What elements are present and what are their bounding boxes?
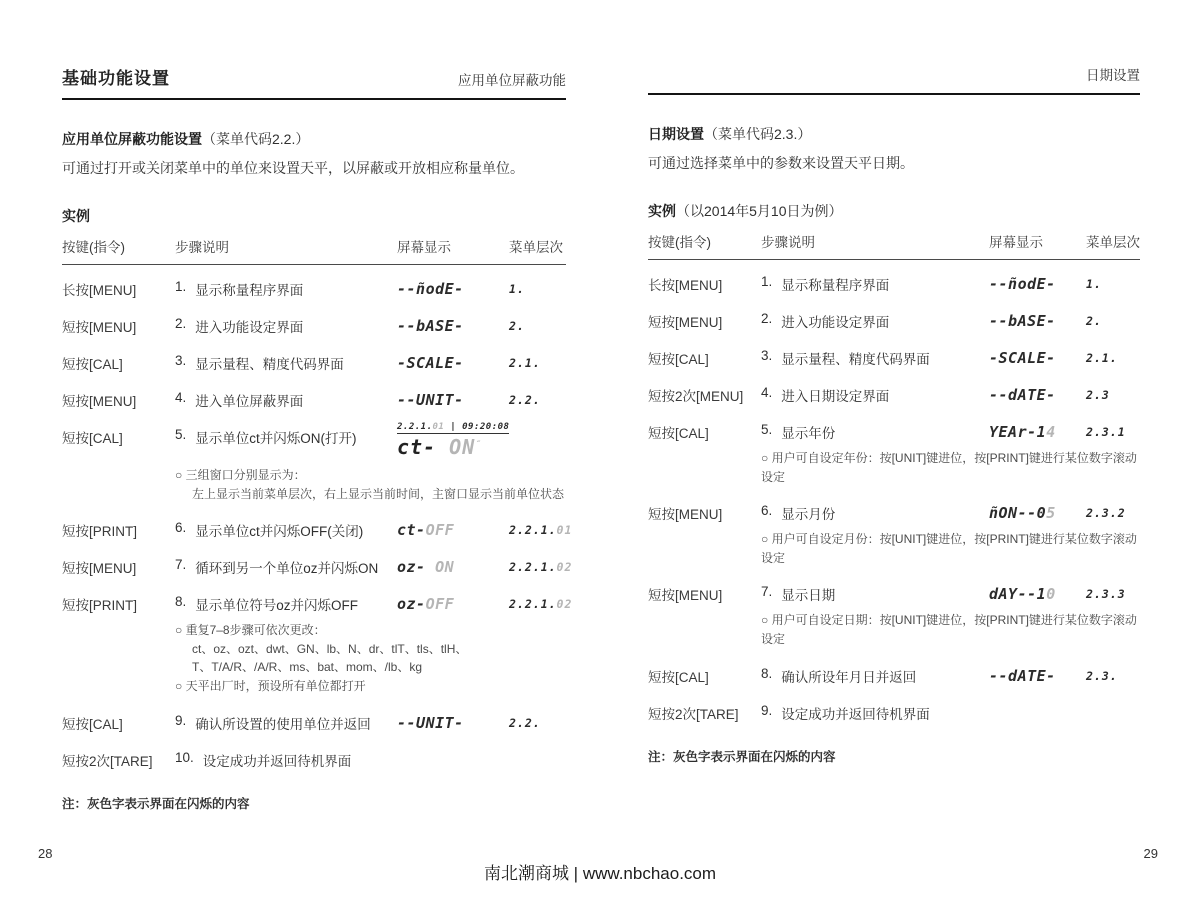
page-number-left: 28 xyxy=(38,846,53,861)
menu-level-cell xyxy=(509,353,566,370)
page-left xyxy=(62,64,573,812)
row-note-line: ○ 用户可自设定年份：按[UNIT]键进位，按[PRINT]键进行某位数字滚动设定 xyxy=(761,451,1137,484)
table-row xyxy=(648,584,1140,648)
key-command-cell: 短按2次[MENU] xyxy=(648,389,744,404)
step-description-cell xyxy=(175,316,397,336)
step-description-cell xyxy=(761,274,989,294)
lcd-flashing-segment: OFF xyxy=(425,595,455,614)
screen-display-cell xyxy=(397,750,509,751)
step-number: 6. xyxy=(175,520,187,536)
table-row xyxy=(62,557,573,577)
example-label xyxy=(62,206,566,226)
key-command-cell: 短按2次[TARE] xyxy=(62,753,153,769)
lcd-segment: -SCALE- xyxy=(989,349,1056,367)
example-label-bold: 实例 xyxy=(648,203,676,219)
step-text: 设定成功并返回待机界面 xyxy=(202,753,352,769)
lcd-segment: 2.3 xyxy=(1086,388,1110,402)
step-text: 确认所设年月日并返回 xyxy=(781,669,917,685)
lcd-segment: 1. xyxy=(509,282,525,296)
step-text: 显示量程、精度代码界面 xyxy=(781,352,930,367)
key-command-cell: 短按[CAL] xyxy=(648,352,709,367)
example-label-bold: 实例 xyxy=(62,208,90,224)
table-row xyxy=(62,316,566,336)
lcd-display xyxy=(989,349,1056,367)
lcd-segment: 2. xyxy=(1086,314,1102,328)
lcd-display xyxy=(397,280,464,298)
menu-level-cell xyxy=(1086,503,1140,520)
flashing-note: 注：灰色字表示界面在闪烁的内容 xyxy=(648,749,836,764)
row-notes xyxy=(761,611,1140,648)
step-text: 显示年份 xyxy=(781,426,836,441)
lcd-segment: oz- xyxy=(397,595,426,614)
step-description-cell xyxy=(761,503,989,523)
lcd-segment: --dATE- xyxy=(989,666,1056,685)
step-number: 8. xyxy=(761,665,773,681)
lcd-segment: 1. xyxy=(1086,277,1102,291)
key-command-cell: 短按[MENU] xyxy=(62,320,137,335)
key-command-cell: 短按[MENU] xyxy=(648,315,723,330)
table-row xyxy=(62,279,566,299)
step-number: 1. xyxy=(761,274,773,289)
menu-level-value xyxy=(509,356,541,370)
step-number: 1. xyxy=(175,279,187,294)
menu-level-value xyxy=(1086,425,1126,439)
running-head: 日期设置 xyxy=(1086,68,1140,83)
table-header-row xyxy=(62,236,566,265)
step-number: 3. xyxy=(175,353,187,368)
col-header-desc: 步骤说明 xyxy=(761,235,815,250)
screen-display-cell xyxy=(989,503,1086,522)
menu-level-value xyxy=(1086,587,1126,601)
table-header-row xyxy=(648,231,1140,260)
step-description-cell xyxy=(175,750,397,770)
menu-level-cell xyxy=(509,557,572,574)
screen-display-cell xyxy=(989,385,1086,404)
lcd-display xyxy=(397,422,509,459)
section-title-code: （菜单代码2.2.） xyxy=(202,131,310,147)
lcd-flashing-segment: 4 xyxy=(1046,423,1056,441)
lcd-flashing-segment: ON xyxy=(449,435,476,459)
key-command-cell: 短按[MENU] xyxy=(648,507,723,523)
step-text: 循环到另一个单位oz并闪烁ON xyxy=(195,561,379,577)
page-right xyxy=(648,64,1140,765)
lcd-segment: oz- xyxy=(397,558,436,577)
section-title-bold: 日期设置 xyxy=(648,126,704,142)
step-description-cell xyxy=(761,584,989,604)
lcd-segment: --UNIT- xyxy=(397,713,464,732)
row-note-line: T、T/A/R、/A/R、ms、bat、mom、/lb、kg xyxy=(192,660,423,675)
screen-display-cell xyxy=(989,422,1086,441)
table-row xyxy=(648,422,1140,486)
step-description-cell xyxy=(761,666,989,686)
menu-level-value xyxy=(509,597,572,611)
step-text: 显示单位符号oz并闪烁OFF xyxy=(195,598,359,614)
menu-level-value xyxy=(1086,506,1126,520)
step-text: 进入功能设定界面 xyxy=(781,315,890,330)
key-command-cell: 长按[MENU] xyxy=(62,283,137,298)
screen-display-cell xyxy=(397,713,509,732)
row-note-line: ct、oz、ozt、dwt、GN、lb、N、dr、tlT、tls、tlH、 xyxy=(192,641,468,656)
step-text: 显示称量程序界面 xyxy=(781,278,890,293)
table-row xyxy=(648,503,1140,567)
menu-level-cell xyxy=(1086,348,1140,365)
step-text: 设定成功并返回待机界面 xyxy=(781,706,930,722)
col-header-display: 屏幕显示 xyxy=(397,240,451,255)
row-note-line: ○ 用户可自设定月份：按[UNIT]键进位，按[PRINT]键进行某位数字滚动设定 xyxy=(761,532,1137,565)
menu-level-cell xyxy=(509,750,566,752)
lcd-display xyxy=(989,504,1056,522)
col-header-key: 按键(指令) xyxy=(648,235,711,250)
table-row xyxy=(648,666,1140,686)
menu-level-value xyxy=(509,560,572,574)
lcd-segment: | 09:20:08 xyxy=(444,422,510,432)
menu-level-cell xyxy=(1086,703,1140,705)
row-notes xyxy=(175,621,572,695)
lcd-segment: 2.3.2 xyxy=(1086,506,1126,521)
step-text: 进入功能设定界面 xyxy=(195,320,304,335)
lcd-segment: 2.1. xyxy=(509,356,541,370)
row-note-line: 左上显示当前菜单层次，右上显示当前时间，主窗口显示当前单位状态 xyxy=(192,486,565,501)
key-command-cell: 短按[MENU] xyxy=(62,394,137,409)
lcd-segment: --bASE- xyxy=(989,312,1056,330)
step-number: 10. xyxy=(175,749,194,765)
menu-level-value xyxy=(1086,314,1102,328)
screen-display-cell xyxy=(397,422,566,459)
key-command-cell: 短按[CAL] xyxy=(62,357,123,372)
lcd-status-line xyxy=(397,422,509,434)
step-description-cell xyxy=(175,427,397,447)
menu-level-cell xyxy=(509,713,566,730)
menu-level-cell xyxy=(1086,385,1140,402)
table-row xyxy=(62,353,566,373)
col-header-level: 菜单层次 xyxy=(509,240,563,255)
key-command-cell: 短按[CAL] xyxy=(62,431,123,446)
lcd-flashing-segment: 02 xyxy=(556,560,573,575)
screen-display-cell xyxy=(989,703,1086,704)
lcd-display xyxy=(397,595,454,613)
lcd-segment: ct- xyxy=(397,435,450,459)
lcd-segment: --UNIT- xyxy=(397,391,464,409)
screen-display-cell xyxy=(397,390,509,409)
screen-display-cell xyxy=(397,353,509,372)
row-note-line: ○ 三组窗口分别显示为： xyxy=(175,468,306,482)
screen-display-cell xyxy=(989,584,1086,603)
lcd-segment: 2. xyxy=(509,319,525,333)
table-body xyxy=(648,274,1140,723)
step-number: 2. xyxy=(175,316,187,331)
lcd-segment: 2.3.1 xyxy=(1086,425,1126,439)
section-intro: 可通过打开或关闭菜单中的单位来设置天平，以屏蔽或开放相应称量单位。 xyxy=(62,160,524,176)
col-header-level: 菜单层次 xyxy=(1086,235,1140,250)
step-description-cell xyxy=(761,311,989,331)
table-row xyxy=(62,520,573,540)
step-number: 9. xyxy=(761,702,773,718)
menu-level-value xyxy=(509,716,541,730)
screen-display-cell xyxy=(397,594,509,613)
step-description-cell xyxy=(761,385,989,405)
step-description-cell xyxy=(761,348,989,368)
lcd-display xyxy=(397,354,464,372)
lcd-segment: --ñodE- xyxy=(989,275,1056,293)
lcd-display xyxy=(989,585,1056,603)
menu-level-cell xyxy=(1086,422,1140,439)
row-note-line: ○ 重复7–8步骤可依次更改： xyxy=(175,623,326,638)
screen-display-cell xyxy=(397,557,509,576)
lcd-segment: ñON--0 xyxy=(989,504,1047,523)
lcd-flashing-segment: 01 xyxy=(556,523,573,538)
section-title xyxy=(648,124,1140,144)
section-intro: 可通过选择菜单中的参数来设置天平日期。 xyxy=(648,155,914,171)
menu-level-value xyxy=(509,282,525,296)
lcd-segment: 2.3.3 xyxy=(1086,587,1126,602)
menu-level-value xyxy=(509,319,525,333)
lcd-segment: 2.1. xyxy=(1086,351,1118,365)
step-text: 显示单位ct并闪烁OFF(关闭) xyxy=(195,524,364,540)
col-header-key: 按键(指令) xyxy=(62,240,125,255)
step-text: 进入单位屏蔽界面 xyxy=(195,394,304,409)
menu-level-cell xyxy=(1086,274,1140,291)
menu-level-value xyxy=(1086,351,1118,365)
lcd-display xyxy=(397,317,464,335)
step-description-cell xyxy=(175,520,397,540)
step-number: 2. xyxy=(761,311,773,326)
step-number: 7. xyxy=(175,557,187,573)
screen-display-cell xyxy=(397,279,509,298)
lcd-segment: YEAr-1 xyxy=(989,423,1047,441)
menu-level-value xyxy=(509,393,541,407)
step-number: 3. xyxy=(761,348,773,363)
flashing-note: 注：灰色字表示界面在闪烁的内容 xyxy=(62,796,250,811)
menu-level-cell xyxy=(509,520,572,537)
table-row xyxy=(648,385,1140,405)
key-command-cell: 短按[PRINT] xyxy=(62,598,138,614)
step-number: 9. xyxy=(175,712,187,728)
lcd-flashing-segment: 0 xyxy=(1046,585,1056,604)
col-header-display: 屏幕显示 xyxy=(989,235,1043,250)
table-row xyxy=(62,594,573,695)
menu-level-value xyxy=(1086,277,1102,291)
step-text: 显示量程、精度代码界面 xyxy=(195,357,344,372)
table-row xyxy=(62,713,566,733)
table-row xyxy=(648,311,1140,331)
key-command-cell: 短按[MENU] xyxy=(62,561,137,577)
key-command-cell: 长按[MENU] xyxy=(648,278,723,293)
row-note-line: ○ 用户可自设定日期：按[UNIT]键进位，按[PRINT]键进行某位数字滚动设定 xyxy=(761,613,1137,646)
step-text: 显示称量程序界面 xyxy=(195,283,304,298)
step-description-cell xyxy=(175,713,397,733)
lcd-segment: 2.3. xyxy=(1086,668,1118,683)
lcd-flashing-segment: 5 xyxy=(1046,504,1056,523)
step-number: 6. xyxy=(761,503,773,519)
screen-display-cell xyxy=(397,316,509,335)
lcd-display xyxy=(397,558,454,576)
table-row xyxy=(648,348,1140,368)
key-command-cell: 短按[CAL] xyxy=(648,669,709,685)
menu-level-value xyxy=(1086,388,1110,402)
site-footer: 南北潮商城 | www.nbchao.com xyxy=(483,864,717,883)
lcd-flashing-segment: ″ xyxy=(475,439,482,449)
section-title-code: （菜单代码2.3.） xyxy=(704,126,812,142)
menu-level-cell xyxy=(509,390,566,407)
lcd-flashing-segment: 01 xyxy=(432,422,445,432)
step-description-cell xyxy=(761,703,989,723)
screen-display-cell xyxy=(989,311,1086,330)
lcd-segment: 2.2. xyxy=(509,715,541,730)
lcd-segment: 2.2.1. xyxy=(509,560,557,575)
lcd-segment: -SCALE- xyxy=(397,354,464,372)
section-title-bold: 应用单位屏蔽功能设置 xyxy=(62,131,202,147)
key-command-cell: 短按[PRINT] xyxy=(62,524,138,540)
table-row xyxy=(62,390,566,410)
table-body xyxy=(62,279,573,770)
step-text: 显示月份 xyxy=(781,507,836,523)
table-row xyxy=(62,750,566,770)
menu-level-cell xyxy=(1086,584,1140,601)
table-row xyxy=(62,422,566,503)
lcd-display xyxy=(989,275,1056,293)
step-description-cell xyxy=(175,557,397,577)
page-title: 基础功能设置 xyxy=(62,69,170,88)
step-number: 4. xyxy=(175,390,187,405)
key-command-cell: 短按[CAL] xyxy=(648,426,709,441)
lcd-segment: --ñodE- xyxy=(397,280,464,298)
row-note-line: ○ 天平出厂时，预设所有单位都打开 xyxy=(175,678,366,693)
lcd-segment: 2.2.1. xyxy=(509,597,557,612)
row-notes xyxy=(761,530,1140,567)
lcd-display xyxy=(397,714,464,732)
section-title xyxy=(62,129,566,149)
step-description-cell xyxy=(175,390,397,410)
step-number: 4. xyxy=(761,385,773,400)
running-head: 应用单位屏蔽功能 xyxy=(458,73,566,88)
menu-level-cell xyxy=(1086,311,1140,328)
lcd-display xyxy=(989,423,1056,441)
lcd-display xyxy=(397,521,454,539)
menu-level-cell xyxy=(509,279,566,296)
lcd-segment: --bASE- xyxy=(397,317,464,335)
screen-display-cell xyxy=(989,348,1086,367)
screen-display-cell xyxy=(397,520,509,539)
step-text: 显示单位ct并闪烁ON(打开) xyxy=(195,431,357,446)
menu-level-cell xyxy=(509,594,572,611)
table-row xyxy=(648,703,1140,723)
step-description-cell xyxy=(175,594,397,614)
key-command-cell: 短按[MENU] xyxy=(648,588,723,604)
example-label-suffix: （以2014年5月10日为例） xyxy=(676,203,843,219)
menu-level-value xyxy=(1086,669,1118,683)
menu-level-cell xyxy=(509,316,566,333)
lcd-segment: 2.2.1. xyxy=(397,422,433,432)
lcd-main-line xyxy=(397,435,509,459)
lcd-flashing-segment: OFF xyxy=(425,521,455,540)
step-text: 确认所设置的使用单位并返回 xyxy=(195,716,371,732)
table-row xyxy=(648,274,1140,294)
step-description-cell xyxy=(175,353,397,373)
lcd-segment: --dATE- xyxy=(989,386,1056,404)
lcd-flashing-segment: 02 xyxy=(556,597,573,612)
step-number: 7. xyxy=(761,584,773,600)
step-number: 5. xyxy=(761,422,773,437)
step-description-cell xyxy=(761,422,989,442)
step-text: 进入日期设定界面 xyxy=(781,389,890,404)
lcd-segment: ct- xyxy=(397,521,426,540)
screen-display-cell xyxy=(989,666,1086,685)
step-description-cell xyxy=(175,279,397,299)
lcd-segment: 2.2.1. xyxy=(509,523,557,538)
menu-level-value xyxy=(509,523,572,537)
example-label xyxy=(648,201,1140,221)
key-command-cell: 短按2次[TARE] xyxy=(648,706,739,722)
lcd-segment: 2.2. xyxy=(509,393,541,407)
lcd-display xyxy=(989,667,1056,685)
col-header-desc: 步骤说明 xyxy=(175,240,229,255)
lcd-flashing-segment: ON xyxy=(435,558,455,577)
page-left-header xyxy=(62,64,566,100)
lcd-display xyxy=(397,391,464,409)
step-text: 显示日期 xyxy=(781,588,836,604)
page-right-header xyxy=(648,64,1140,95)
lcd-display xyxy=(989,386,1056,404)
lcd-display xyxy=(989,312,1056,330)
key-command-cell: 短按[CAL] xyxy=(62,716,123,732)
lcd-segment: dAY--1 xyxy=(989,585,1047,604)
screen-display-cell xyxy=(989,274,1086,293)
menu-level-cell xyxy=(1086,666,1140,683)
step-number: 5. xyxy=(175,427,187,442)
step-number: 8. xyxy=(175,594,187,610)
row-notes xyxy=(175,466,566,503)
row-notes xyxy=(761,449,1140,486)
page-number-right: 29 xyxy=(1143,846,1158,861)
